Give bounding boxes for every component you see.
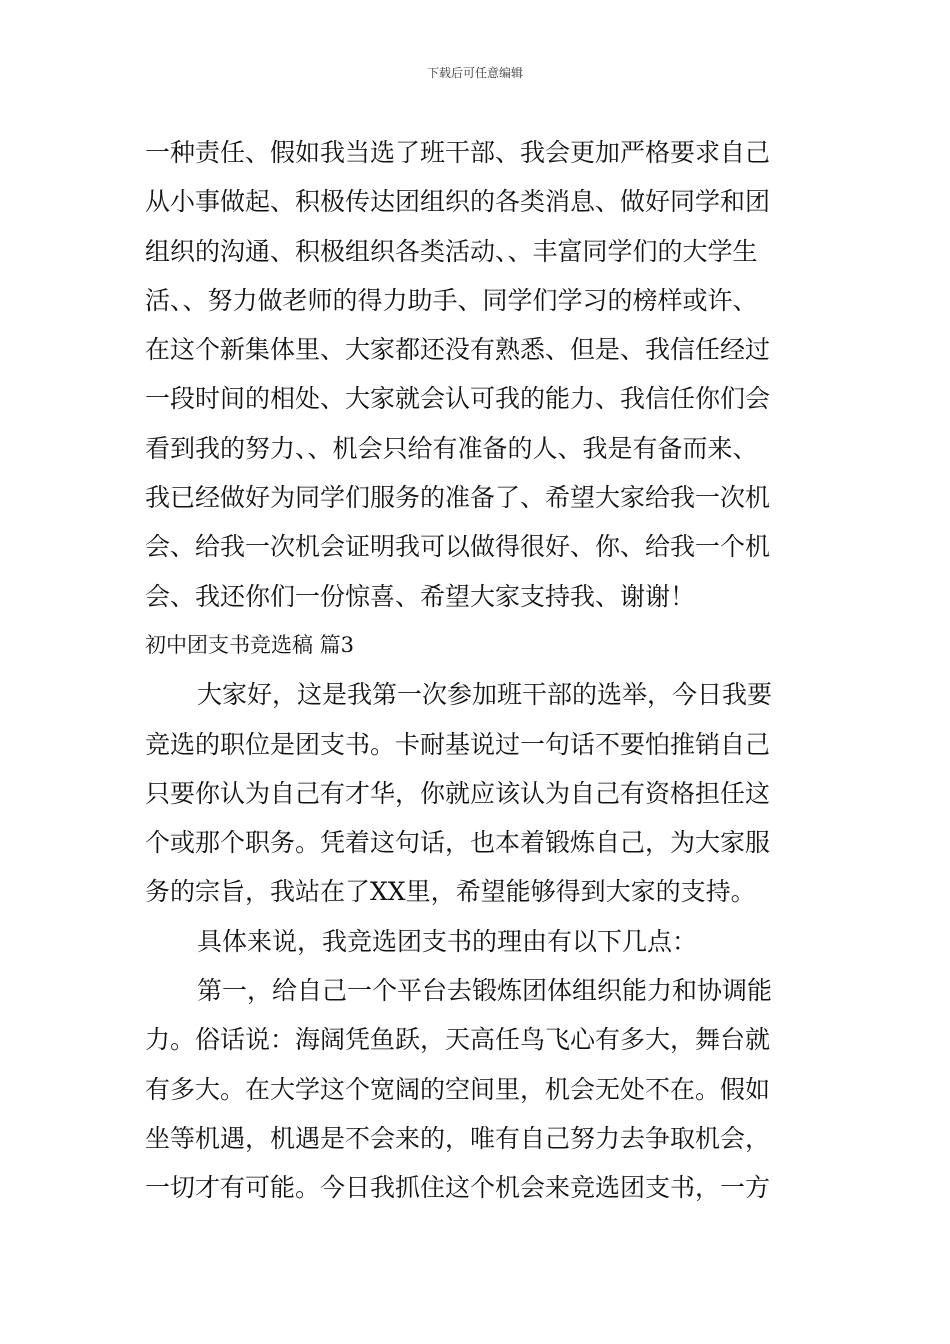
text-line: 务的宗旨，我站在了XX里，希望能够得到大家的支持。 — [145, 877, 756, 907]
paragraph-first-line: 大家好，这是我第一次参加班干部的选举，今日我要 — [197, 680, 773, 710]
document-body — [145, 128, 810, 1213]
text-line: 从小事做起、积极传达团组织的各类消息、做好同学和团 — [145, 187, 771, 217]
text-line: 竞选的职位是团支书。卡耐基说过一句话不要怕推销自己 — [145, 729, 771, 759]
paragraph-first-line: 具体来说，我竞选团支书的理由有以下几点： — [197, 926, 698, 956]
paragraph-first-line: 第一，给自己一个平台去锻炼团体组织能力和协调能 — [197, 976, 773, 1006]
text-line: 一种责任、假如我当选了班干部、我会更加严格要求自己 — [145, 138, 771, 167]
text-line: 一段时间的相处、大家就会认可我的能力、我信任你们会 — [145, 384, 771, 414]
text-line: 力。俗话说：海阔凭鱼跃，天高任鸟飞心有多大，舞台就 — [145, 1025, 771, 1055]
text-line: 个或那个职务。凭着这句话，也本着锻炼自己，为大家服 — [145, 828, 771, 858]
text-line: 我已经做好为同学们服务的准备了、希望大家给我一次机 — [145, 483, 771, 513]
text-line: 组织的沟通、积极组织各类活动、、丰富同学们的大学生 — [145, 236, 758, 266]
text-line: 有多大。在大学这个宽阔的空间里，机会无处不在。假如 — [145, 1074, 771, 1104]
text-line: 活、、努力做老师的得力助手、同学们学习的榜样或许、 — [145, 285, 758, 315]
text-line: 会、给我一次机会证明我可以做得很好、你、给我一个机 — [145, 532, 771, 562]
text-line: 在这个新集体里、大家都还没有熟悉、但是、我信任经过 — [145, 335, 771, 365]
section-heading: 初中团支书竞选稿 篇3 — [145, 632, 355, 657]
page-header: 下载后可任意编辑 — [426, 66, 523, 80]
text-line: 会、我还你们一份惊喜、希望大家支持我、谢谢！ — [145, 581, 696, 611]
text-line: 只要你认为自己有才华，你就应该认为自己有资格担任这 — [145, 778, 771, 808]
text-line: 坐等机遇，机遇是不会来的，唯有自己努力去争取机会， — [145, 1123, 771, 1153]
text-line: 一切才有可能。今日我抓住这个机会来竞选团支书，一方 — [145, 1173, 771, 1203]
text-line: 看到我的努力、、机会只给有准备的人、我是有备而来、 — [145, 433, 758, 463]
